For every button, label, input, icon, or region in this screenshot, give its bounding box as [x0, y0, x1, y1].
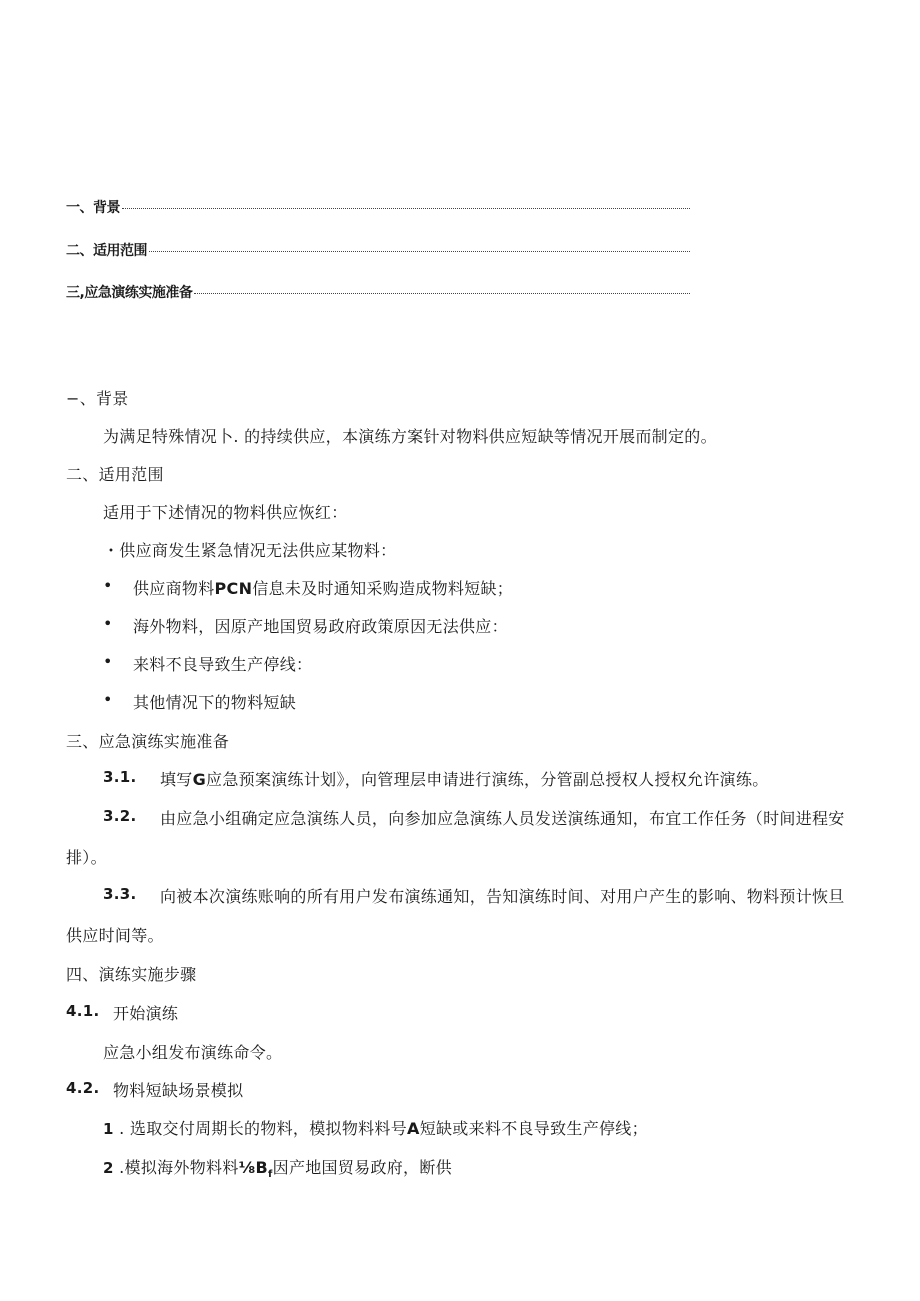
scope-item-overseas: 海外物料，因原产地国贸易政府政策原因无法供应：: [133, 617, 508, 636]
prep-step-3-3-line2: 供应时间等。: [66, 926, 164, 945]
step-4-2: [66, 1078, 99, 1097]
section-heading-preparation: 三、应急演练实施准备: [66, 732, 230, 751]
prep-step-3-2-line2: 排）。: [66, 848, 107, 867]
toc-leader-dots: [149, 251, 690, 252]
section-heading-background: −、背景: [66, 389, 129, 408]
scope-item-supplier-emergency: ・供应商发生紧急情况无法供应某物料：: [103, 541, 397, 560]
simulation-text-b: ⅛B: [238, 1158, 268, 1177]
scope-intro: 适用于下述情况的物料供应恢红：: [103, 503, 348, 522]
step-4-1: [66, 1001, 99, 1020]
toc-label: 一、背景: [66, 200, 120, 216]
item-number: 2: [103, 1159, 114, 1177]
prep-step-3-2-line1: 由应急小组确定应急演练人员，向参加应急演练人员发送演练通知，布宜工作任务（时间进程安: [160, 809, 845, 828]
prep-step-3-1: [103, 767, 136, 786]
bullet-icon: •: [103, 576, 113, 595]
toc-leader-dots: [122, 208, 690, 209]
step-4-1-title: 开始演练: [113, 1004, 179, 1023]
simulation-text-sub: f: [268, 1169, 273, 1181]
scope-item-other: 其他情况下的物料短缺: [133, 693, 297, 712]
simulation-text-a: . 选取交付周期长的物料，模拟物料料号: [119, 1119, 408, 1138]
step-number: 4.2.: [66, 1079, 100, 1097]
prep-step-3-3: [103, 884, 136, 903]
simulation-text-a: .模拟海外物料料: [119, 1158, 239, 1177]
step-number: 3.3.: [103, 885, 137, 903]
toc-entry-preparation[interactable]: [66, 282, 690, 302]
simulation-text-c: 因产地国贸易政府，断供: [272, 1158, 452, 1177]
simulation-text-c: 短缺或来料不良导致生产停线；: [419, 1119, 648, 1138]
toc-leader-dots: [194, 293, 690, 294]
prep-text-a: 填写: [160, 770, 193, 789]
scope-item-pcn: [133, 576, 513, 599]
bullet-icon: •: [103, 614, 113, 633]
toc-label: 三,应急演练实施准备: [66, 285, 193, 301]
section-heading-scope: 二、适用范围: [66, 465, 164, 484]
step-number: 4.1.: [66, 1002, 100, 1020]
step-4-2-title: 物料短缺场景模拟: [113, 1081, 244, 1100]
step-4-1-body: 应急小组发布演练命令。: [103, 1043, 283, 1062]
scope-item-pcn-text-c: 信息未及时通知采购造成物料短缺；: [252, 579, 514, 598]
toc-entry-scope[interactable]: [66, 240, 690, 260]
prep-text-c: 应急预案演练计划》，向管理层申请进行演练，分管副总授权人授权允许演练。: [206, 770, 769, 789]
bullet-icon: •: [103, 652, 113, 671]
bullet-icon: •: [103, 690, 113, 709]
simulation-text-b: A: [407, 1119, 420, 1138]
simulation-item-2: [103, 1155, 452, 1180]
scope-item-defective: 来料不良导致生产停线：: [133, 655, 313, 674]
prep-step-3-1-text: [160, 767, 769, 790]
prep-step-3-2: [103, 806, 136, 825]
toc-entry-background[interactable]: [66, 197, 690, 217]
step-number: 3.2.: [103, 807, 137, 825]
pcn-term: PCN: [214, 579, 253, 598]
section-heading-steps: 四、演练实施步骤: [66, 965, 197, 984]
prep-text-b: G: [192, 770, 207, 789]
simulation-item-1: [103, 1116, 648, 1139]
prep-step-3-3-line1: 向被本次演练账响的所有用户发布演练通知，告知演练时间、对用户产生的影响、物料预计恢旦: [160, 887, 845, 906]
scope-item-pcn-text-a: 供应商物料: [133, 579, 215, 598]
item-number: 1: [103, 1120, 114, 1138]
background-paragraph: 为满足特殊情况卜. 的持续供应，本演练方案针对物料供应短缺等情况开展而制定的。: [103, 427, 717, 446]
toc-label: 二、适用范围: [66, 243, 147, 259]
step-number: 3.1.: [103, 768, 137, 786]
